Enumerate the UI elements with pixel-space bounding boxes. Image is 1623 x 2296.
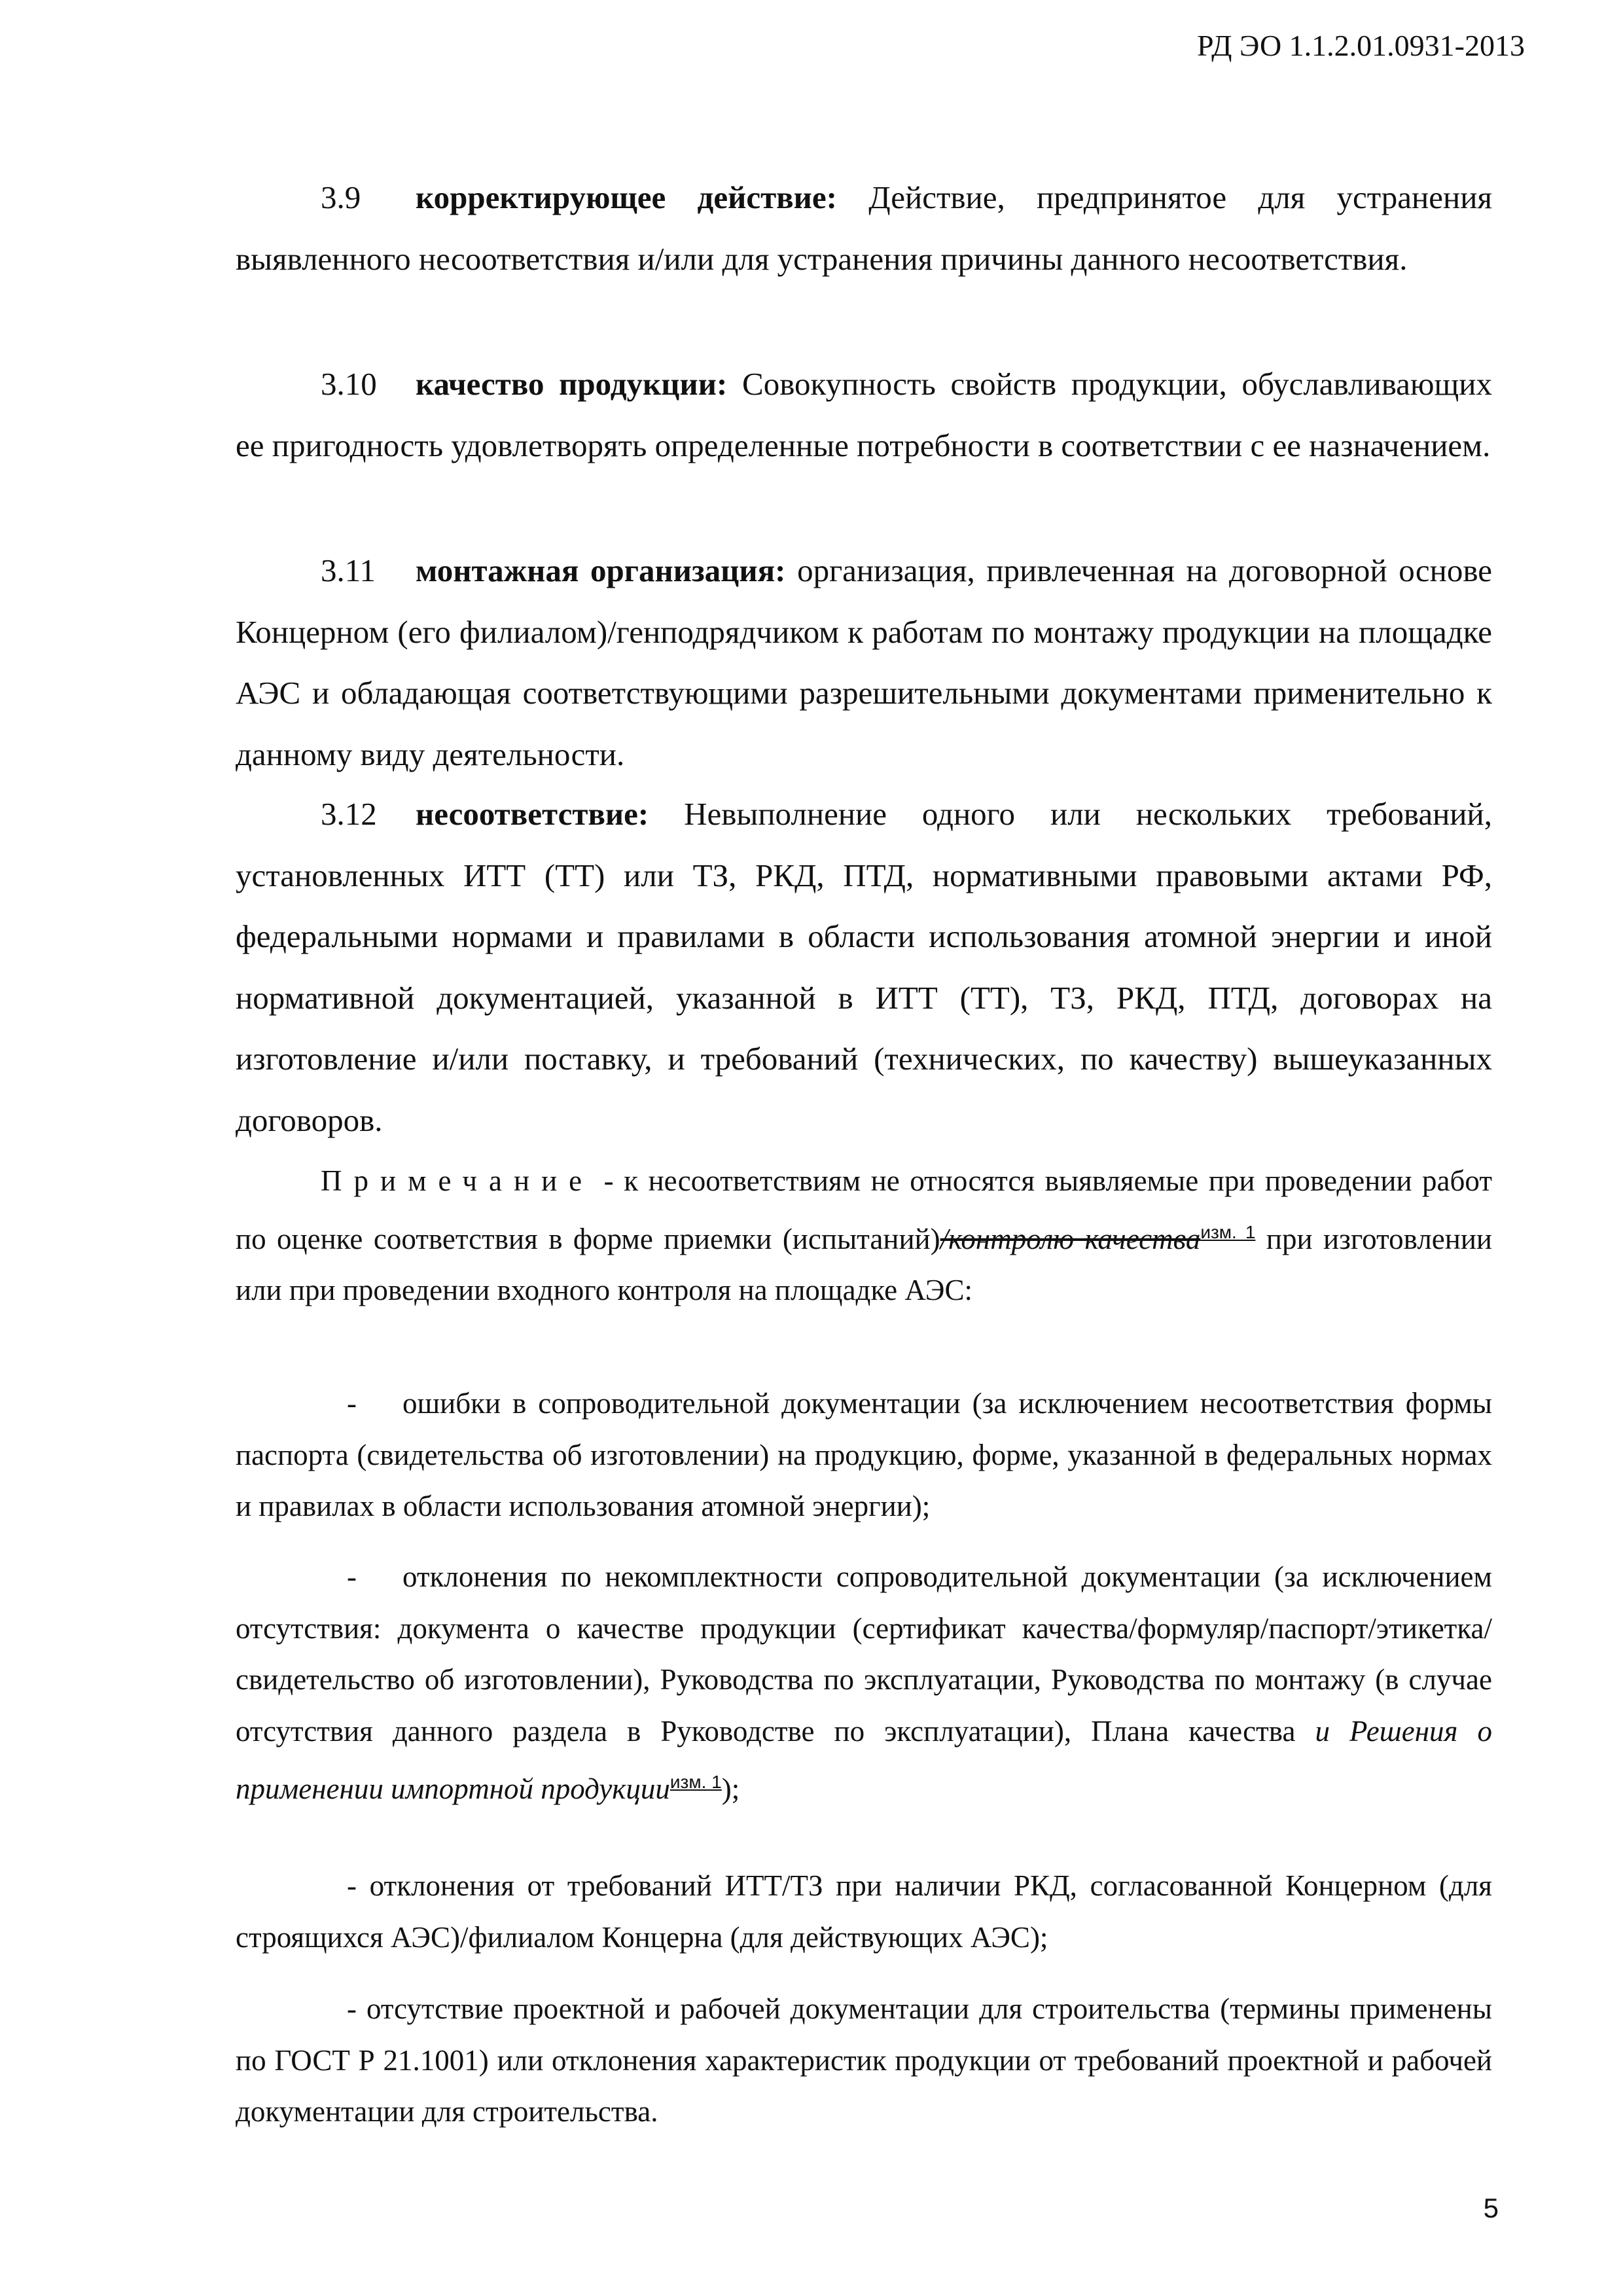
list-dash: -: [347, 1560, 357, 1593]
note-item-tail: );: [721, 1772, 740, 1805]
definition-3-9: [236, 167, 1492, 289]
note-item-2: [236, 1551, 1492, 1815]
definition-3-11: [236, 540, 1492, 785]
note-text-continued: при изготовлении или при проведении входного контроля на площадке АЭС:: [236, 1222, 1492, 1306]
note-item-paragraph: [236, 1551, 1492, 1815]
definition-3-12: [236, 783, 1492, 1151]
revision-mark: изм. 1: [669, 1772, 722, 1792]
note-item-1: [236, 1378, 1492, 1532]
note-item-text: ошибки в сопроводительной документации (за исключением несоответствия формы паспорта (свидетельства об изготовлении) на продукцию, форме, указанной в федеральных нормах и правилах в области использования атомной энергии);: [236, 1387, 1492, 1522]
note-item-text: - отклонения от требований ИТТ/ТЗ при наличии РКД, согласованной Концерном (для строящихся АЭС)/филиалом Концерна (для действующих АЭС);: [236, 1869, 1492, 1954]
struck-text: /контролю качества: [940, 1222, 1201, 1255]
note-label: Примечание: [321, 1164, 594, 1197]
note-item-text: - отсутствие проектной и рабочей документации для строительства (термины применены по ГОСТ Р 21.1001) или отклонения характеристик продукции от требований проектной и рабочей документации для строительства.: [236, 1992, 1492, 2128]
defined-term: монтажная организация:: [416, 552, 786, 588]
clause-number: 3.10: [321, 366, 377, 402]
note-paragraph: [236, 1155, 1492, 1316]
definition-paragraph: [236, 783, 1492, 1151]
page-number: 5: [1483, 2193, 1499, 2223]
note-text: - к несоответствиям не относятся выявляемые при проведении работ по оценке соответствия в форме приемки (испытаний): [236, 1164, 1492, 1255]
definition-text: Невыполнение одного или нескольких требований, установленных ИТТ (ТТ) или ТЗ, РКД, ПТД, нормативными правовыми актами РФ, федеральными нормами и правилами в области использования атомной энергии и иной нормативной документацией, указанной в ИТТ (ТТ), ТЗ, РКД, ПТД, договорах на изготовление и/или поставку, и требований (технических, по качеству) вышеуказанных договоров.: [236, 796, 1492, 1138]
definition-paragraph: [236, 167, 1492, 289]
definition-paragraph: [236, 540, 1492, 785]
defined-term: корректирующее действие:: [416, 179, 837, 215]
note-item-paragraph: [236, 1860, 1492, 1963]
italic-insertion: и Решения о применении импортной продукции: [236, 1714, 1492, 1805]
note-item-paragraph: [236, 1378, 1492, 1532]
definition-text: организация, привлеченная на договорной основе Концерном (его филиалом)/генподрядчиком к работам по монтажу продукции на площадке АЭС и обладающая соответствующими разрешительными документами применительно к данному виду деятельности.: [236, 552, 1492, 772]
defined-term: несоответствие:: [416, 796, 649, 832]
note-item-4: [236, 1983, 1492, 2138]
clause-number: 3.12: [321, 796, 377, 832]
definition-3-10: [236, 353, 1492, 476]
note-item-3: [236, 1860, 1492, 1963]
definition-paragraph: [236, 353, 1492, 476]
note-block: [236, 1155, 1492, 1316]
revision-mark: изм. 1: [1200, 1221, 1256, 1242]
document-code-header: РД ЭО 1.1.2.01.0931-2013: [1197, 29, 1525, 62]
clause-number: 3.9: [321, 179, 361, 215]
note-item-text: отклонения по некомплектности сопроводительной документации (за исключением отсутствия: документа о качестве продукции (сертификат качества/формуляр/паспорт/этикетка/свидетельство об изготовлении), Руководства по эксплуатации, Руководства по монтажу (в случае отсутствия данного раздела в Руководстве по эксплуатации), Плана качества: [236, 1560, 1492, 1748]
list-dash: -: [347, 1387, 357, 1420]
clause-number: 3.11: [321, 552, 376, 588]
definition-text: Совокупность свойств продукции, обуславливающих ее пригодность удовлетворять определенные потребности в соответствии с ее назначением.: [236, 366, 1492, 463]
note-item-paragraph: [236, 1983, 1492, 2138]
defined-term: качество продукции:: [416, 366, 728, 402]
definition-text: Действие, предпринятое для устранения выявленного несоответствия и/или для устранения причины данного несоответствия.: [236, 179, 1492, 277]
